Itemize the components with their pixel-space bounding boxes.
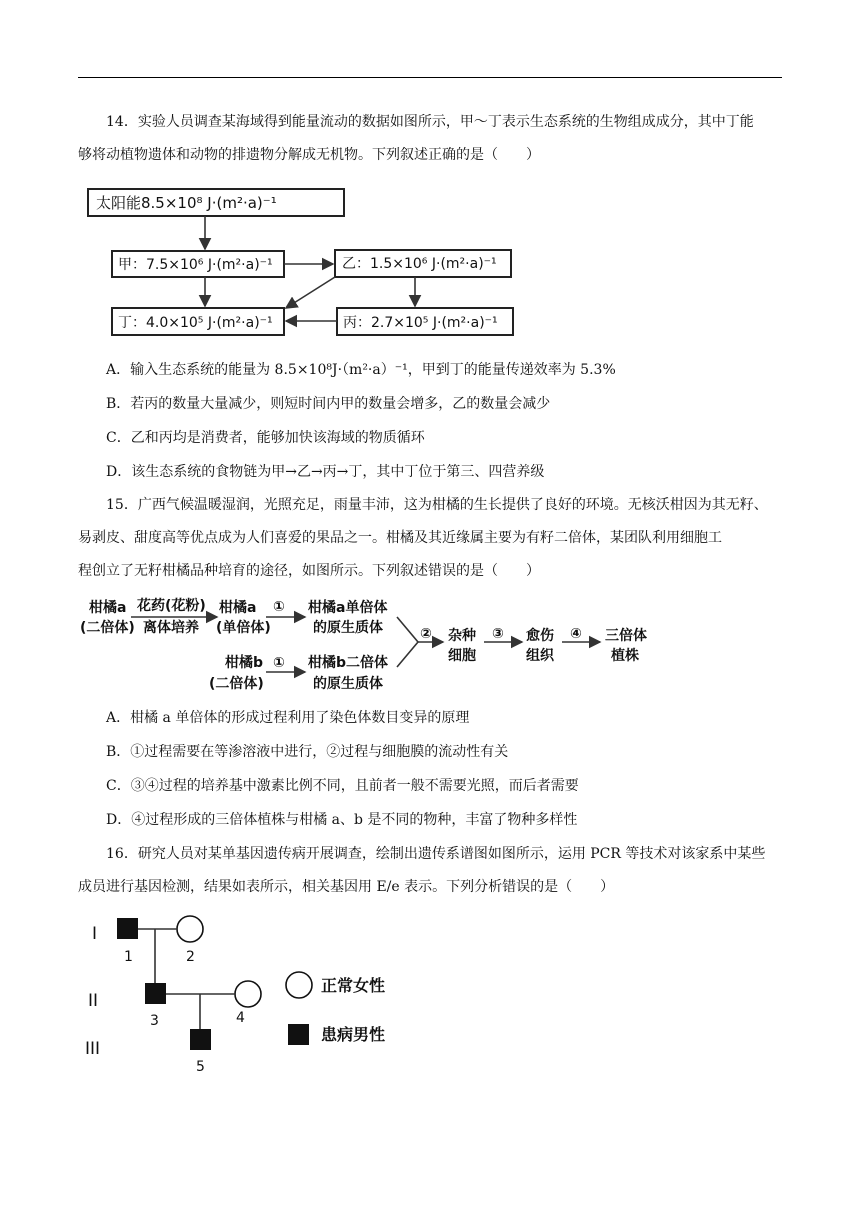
tri-2: 植株 bbox=[611, 648, 639, 664]
q15-stem-line2: 易剥皮、甜度高等优点成为人们喜爱的果品之一。柑橘及其近缘属主要为有籽二倍体，某团队利用细胞工 bbox=[78, 530, 722, 546]
callus-1: 愈伤 bbox=[526, 628, 554, 644]
legend-male-label: 患病男性 bbox=[321, 1025, 386, 1044]
member-I1-affected-male bbox=[117, 918, 138, 939]
step-top: 花药(花粉) bbox=[137, 598, 206, 614]
callus-2: 组织 bbox=[526, 648, 554, 664]
q14-option-a: A．输入生态系统的能量为 8.5×10⁸J·（m²·a）⁻¹，甲到丁的能量传递效率为 5.3% bbox=[106, 362, 616, 378]
pb-line1: 柑橘b二倍体 bbox=[308, 655, 389, 671]
tri-1: 三倍体 bbox=[605, 628, 647, 644]
q14-stem-line1: 14．实验人员调查某海域得到能量流动的数据如图所示，甲～丁表示生态系统的生物组成成分，其中丁能 bbox=[106, 114, 754, 130]
step-bottom: 离体培养 bbox=[143, 620, 199, 636]
gen-I: I bbox=[92, 924, 98, 944]
gen-III: III bbox=[85, 1039, 101, 1059]
q16-pedigree bbox=[85, 916, 385, 1075]
gen-II: II bbox=[88, 991, 99, 1011]
merge-lines bbox=[397, 617, 418, 667]
q14-option-b: B．若丙的数量大量减少，则短时间内甲的数量会增多，乙的数量会减少 bbox=[106, 396, 551, 412]
b-type: (二倍体) bbox=[209, 676, 264, 692]
hybrid-1: 杂种 bbox=[448, 628, 476, 644]
a2-type: (单倍体) bbox=[216, 620, 271, 636]
step1-top: ① bbox=[273, 599, 285, 615]
q15-option-b: B．①过程需要在等渗溶液中进行，②过程与细胞膜的流动性有关 bbox=[106, 744, 509, 760]
label-4: 4 bbox=[236, 1010, 245, 1026]
a-type: (二倍体) bbox=[80, 620, 135, 636]
sun-label: 太阳能8.5×10⁸ J·(m²·a)⁻¹ bbox=[96, 194, 277, 212]
q16-stem-line1: 16．研究人员对某单基因遗传病开展调查，绘制出遗传系谱图如图所示，运用 PCR 等技术对该家系中某些 bbox=[106, 846, 766, 862]
q15-breeding-diagram bbox=[80, 597, 647, 692]
member-III5-affected-male bbox=[190, 1029, 211, 1050]
pa-line1: 柑橘a单倍体 bbox=[308, 600, 388, 616]
b-name: 柑橘b bbox=[225, 655, 264, 671]
pb-line2: 的原生质体 bbox=[313, 676, 383, 692]
pa-line2: 的原生质体 bbox=[313, 620, 383, 636]
q14-option-c: C．乙和丙均是消费者，能够加快该海域的物质循环 bbox=[106, 430, 425, 446]
q14-option-d: D．该生态系统的食物链为甲→乙→丙→丁，其中丁位于第三、四营养级 bbox=[106, 464, 545, 480]
q15-stem-line3: 程创立了无籽柑橘品种培育的途径，如图所示。下列叙述错误的是（ ） bbox=[78, 563, 540, 579]
member-I2-normal-female bbox=[177, 916, 203, 942]
label-3: 3 bbox=[150, 1013, 159, 1029]
q16-stem-line2: 成员进行基因检测，结果如表所示，相关基因用 E/e 表示。下列分析错误的是（ ） bbox=[78, 879, 615, 895]
legend-male-icon bbox=[288, 1024, 309, 1045]
q15-stem-line1: 15．广西气候温暖湿润，光照充足，雨量丰沛，这为柑橘的生长提供了良好的环境。无核沃柑因为其无籽、 bbox=[106, 497, 768, 513]
q15-option-d: D．④过程形成的三倍体植株与柑橘 a、b 是不同的物种，丰富了物种多样性 bbox=[106, 812, 578, 828]
q14-stem-line2: 够将动植物遗体和动物的排遗物分解成无机物。下列叙述正确的是（ ） bbox=[78, 147, 540, 163]
hybrid-2: 细胞 bbox=[448, 648, 476, 664]
step3: ③ bbox=[492, 626, 504, 642]
member-II3-affected-male bbox=[145, 983, 166, 1004]
step4: ④ bbox=[570, 626, 582, 642]
label-1: 1 bbox=[124, 949, 133, 965]
q15-option-c: C．③④过程的培养基中激素比例不同，且前者一般不需要光照，而后者需要 bbox=[106, 778, 579, 794]
yi-label: 乙：1.5×10⁶ J·(m²·a)⁻¹ bbox=[342, 256, 497, 272]
arrow-yi-ding bbox=[286, 277, 335, 308]
jia-label: 甲：7.5×10⁶ J·(m²·a)⁻¹ bbox=[118, 257, 273, 273]
step2: ② bbox=[420, 626, 432, 642]
label-5: 5 bbox=[196, 1059, 205, 1075]
member-II4-normal-female bbox=[235, 981, 261, 1007]
legend-female-label: 正常女性 bbox=[321, 976, 386, 995]
a2-name: 柑橘a bbox=[219, 600, 257, 616]
label-2: 2 bbox=[186, 949, 195, 965]
ding-label: 丁：4.0×10⁵ J·(m²·a)⁻¹ bbox=[118, 315, 273, 331]
step1-bottom: ① bbox=[273, 655, 285, 671]
q15-option-a: A．柑橘 a 单倍体的形成过程利用了染色体数目变异的原理 bbox=[106, 710, 470, 726]
legend-female-icon bbox=[286, 972, 312, 998]
bing-label: 丙：2.7×10⁵ J·(m²·a)⁻¹ bbox=[343, 315, 498, 331]
a-name: 柑橘a bbox=[89, 600, 127, 616]
